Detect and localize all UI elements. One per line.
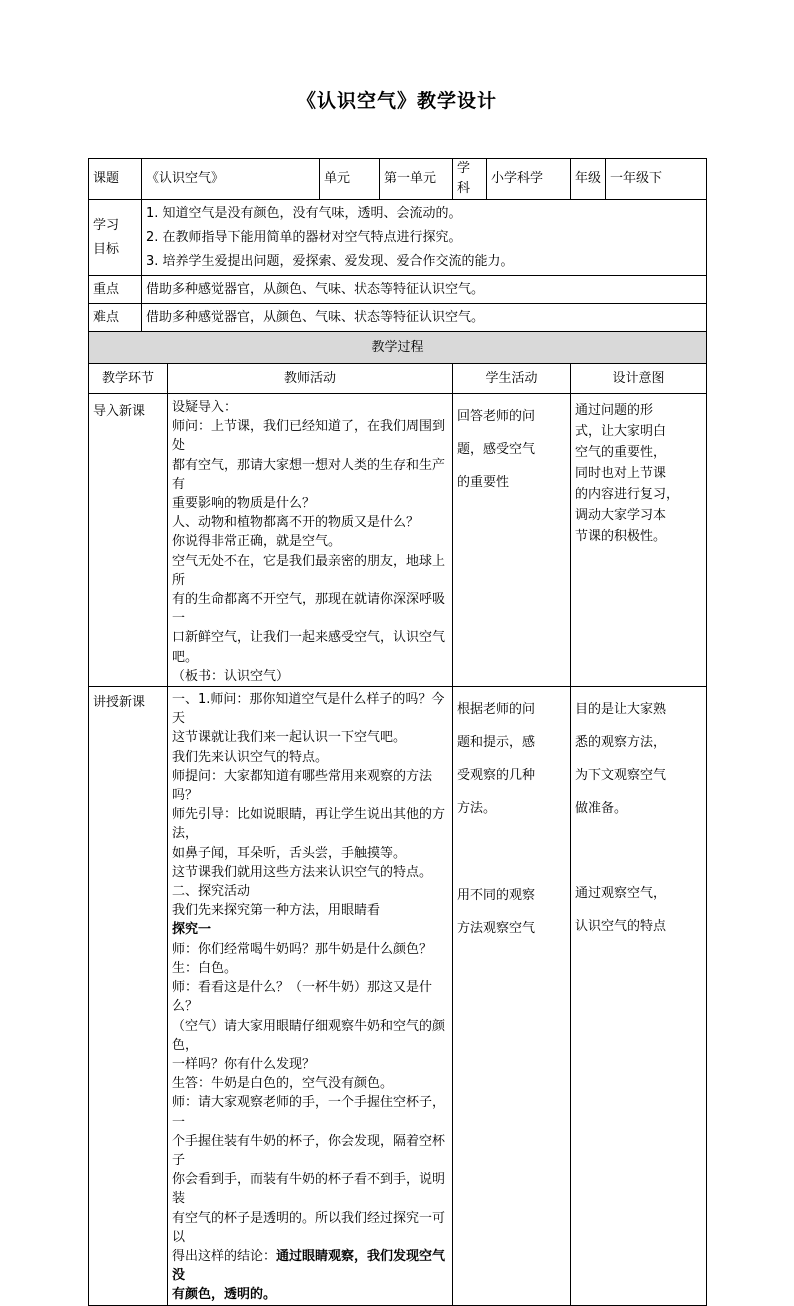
objective-item: 3. 培养学生爱提出问题，爱探索、爱发现、爱合作交流的能力。 [146,253,514,269]
lesson-stage: 讲授新课 [89,687,168,1306]
teacher-line: 生：白色。 [172,960,238,976]
teacher-line: 二、探究活动 [172,884,251,900]
key-point-value: 借助多种感觉器官，从颜色、气味、状态等特征认识空气。 [142,276,707,304]
teacher-line: 我们先来认识空气的特点。 [172,749,329,765]
difficulty-label: 难点 [89,304,142,332]
teacher-line: （空气）请大家用眼睛仔细观察牛奶和空气的颜色， [172,1018,446,1053]
teacher-line: 空气无处不在，它是我们最亲密的朋友，地球上所 [172,553,446,588]
intent-line: 通过问题的形 [575,403,654,418]
intent-line: 目的是让大家熟 [575,702,667,718]
page-title: 《认识空气》教学设计 [296,90,497,112]
intro-teacher [168,394,453,687]
student-line: 方法。 [457,801,497,817]
lesson-plan-table [88,158,707,1306]
teacher-line: 个手握住装有牛奶的杯子，你会发现，隔着空杯子 [172,1133,446,1168]
topic-value: 《认识空气》 [142,159,320,200]
conclusion-bold-end: 有颜色，透明的。 [172,1287,277,1303]
student-line: 题，感受空气 [457,442,536,457]
lesson-teacher [168,687,453,1306]
conclusion-bold: 通过眼睛观察，我们发现空气没 [172,1248,446,1284]
teacher-line: 如鼻子闻，耳朵听，舌头尝，手触摸等。 [172,845,407,861]
unit-value: 第一单元 [380,159,453,200]
teacher-line: 师先引导：比如说眼睛，再让学生说出其他的方法， [172,807,446,842]
intent-line: 同时也对上节课 [575,466,667,481]
teacher-line: 有的生命都离不开空气，那现在就请你深深呼吸一 [172,592,446,627]
intro-intent [571,394,707,687]
teacher-line: 你会看到手，而装有牛奶的杯子看不到手，说明装 [172,1172,446,1207]
teacher-line: 师：看看这是什么？（一杯牛奶）那这又是什么？ [172,980,433,1015]
intent-line: 悉的观察方法， [575,735,667,751]
intent-line: 节课的积极性。 [575,529,667,544]
grade-label: 年级 [571,159,606,200]
topic-label: 课题 [89,159,142,200]
subject-value: 小学科学 [487,159,571,200]
info-row [89,159,707,200]
key-point-row [89,276,707,304]
objective-item: 2. 在教师指导下能用简单的器材对空气特点进行探究。 [146,229,462,245]
lesson-student [453,687,571,1306]
process-header-row [89,332,707,364]
column-student: 学生活动 [453,364,571,394]
teacher-line: 师：你们经常喝牛奶吗？那牛奶是什么颜色？ [172,941,433,957]
column-stage: 教学环节 [89,364,168,394]
teacher-line: 设疑导入： [172,400,238,415]
teacher-line: 这节课就让我们来一起认识一下空气吧。 [172,730,407,746]
teacher-line: 都有空气，那请大家想一想对人类的生存和生产有 [172,457,446,492]
teacher-line: 一、1.师问：那你知道空气是什么样子的吗？今天 [172,692,445,727]
teacher-line: 生答：牛奶是白色的，空气没有颜色。 [172,1076,394,1092]
student-line: 根据老师的问 [457,702,536,718]
intent-line: 式，让大家明白 [575,424,667,439]
intro-row [89,394,707,687]
student-line: 回答老师的问 [457,409,536,424]
teacher-line: 口新鲜空气，让我们一起来感受空气，认识空气吧。 [172,630,446,665]
student-line: 题和提示，感 [457,735,536,751]
difficulty-value: 借助多种感觉器官，从颜色、气味、状态等特征认识空气。 [142,304,707,332]
subject-label: 学科 [453,159,487,200]
intro-stage: 导入新课 [89,394,168,687]
intent-line: 做准备。 [575,801,628,817]
objective-item: 1. 知道空气是没有颜色，没有气味，透明、会流动的。 [146,205,462,221]
student-line: 用不同的观察 [457,888,536,904]
objectives-list [142,200,707,276]
teacher-line: 师问：上节课，我们已经知道了，在我们周围到处 [172,419,446,454]
student-line: 受观察的几种 [457,768,536,784]
teacher-line: 重要影响的物质是什么？ [172,496,316,512]
teacher-line: 一样吗？你有什么发现？ [172,1056,316,1072]
objectives-row [89,200,707,276]
teacher-line: （板书：认识空气） [172,668,290,684]
conclusion-lead: 得出这样的结论： [172,1248,277,1264]
teacher-line: 你说得非常正确，就是空气。 [172,534,342,550]
teacher-line: 这节课我们就用这些方法来认识空气的特点。 [172,864,433,880]
key-point-label: 重点 [89,276,142,304]
lesson-row [89,687,707,1306]
teacher-line: 人、动物和植物都离不开的物质又是什么？ [172,515,420,531]
teacher-line: 师提问：大家都知道有哪些常用来观察的方法吗？ [172,768,433,804]
teacher-line-conclusion [172,1247,448,1285]
column-header-row [89,364,707,394]
student-line: 的重要性 [457,475,510,490]
intent-line: 的内容进行复习， [575,487,680,502]
teacher-line: 我们先来探究第一种方法，用眼睛看 [172,903,381,919]
intent-line: 空气的重要性， [575,445,667,460]
intent-line: 通过观察空气， [575,886,667,902]
intent-line: 认识空气的特点 [575,919,667,935]
intro-student [453,394,571,687]
intent-line: 调动大家学习本 [575,508,667,523]
teacher-line: 有空气的杯子是透明的。所以我们经过探究一可以 [172,1210,446,1245]
teacher-line: 师：请大家观察老师的手，一个手握住空杯子，一 [172,1095,446,1130]
student-line: 方法观察空气 [457,921,536,937]
unit-label: 单元 [320,159,380,200]
difficulty-row [89,304,707,332]
objectives-label: 学习目标 [89,200,142,276]
column-intent: 设计意图 [571,364,707,394]
teacher-line: 探究一 [172,922,212,938]
grade-value: 一年级下 [606,159,707,200]
lesson-intent [571,687,707,1306]
process-header: 教学过程 [89,332,707,364]
column-teacher: 教师活动 [168,364,453,394]
intent-line: 为下文观察空气 [575,768,667,784]
